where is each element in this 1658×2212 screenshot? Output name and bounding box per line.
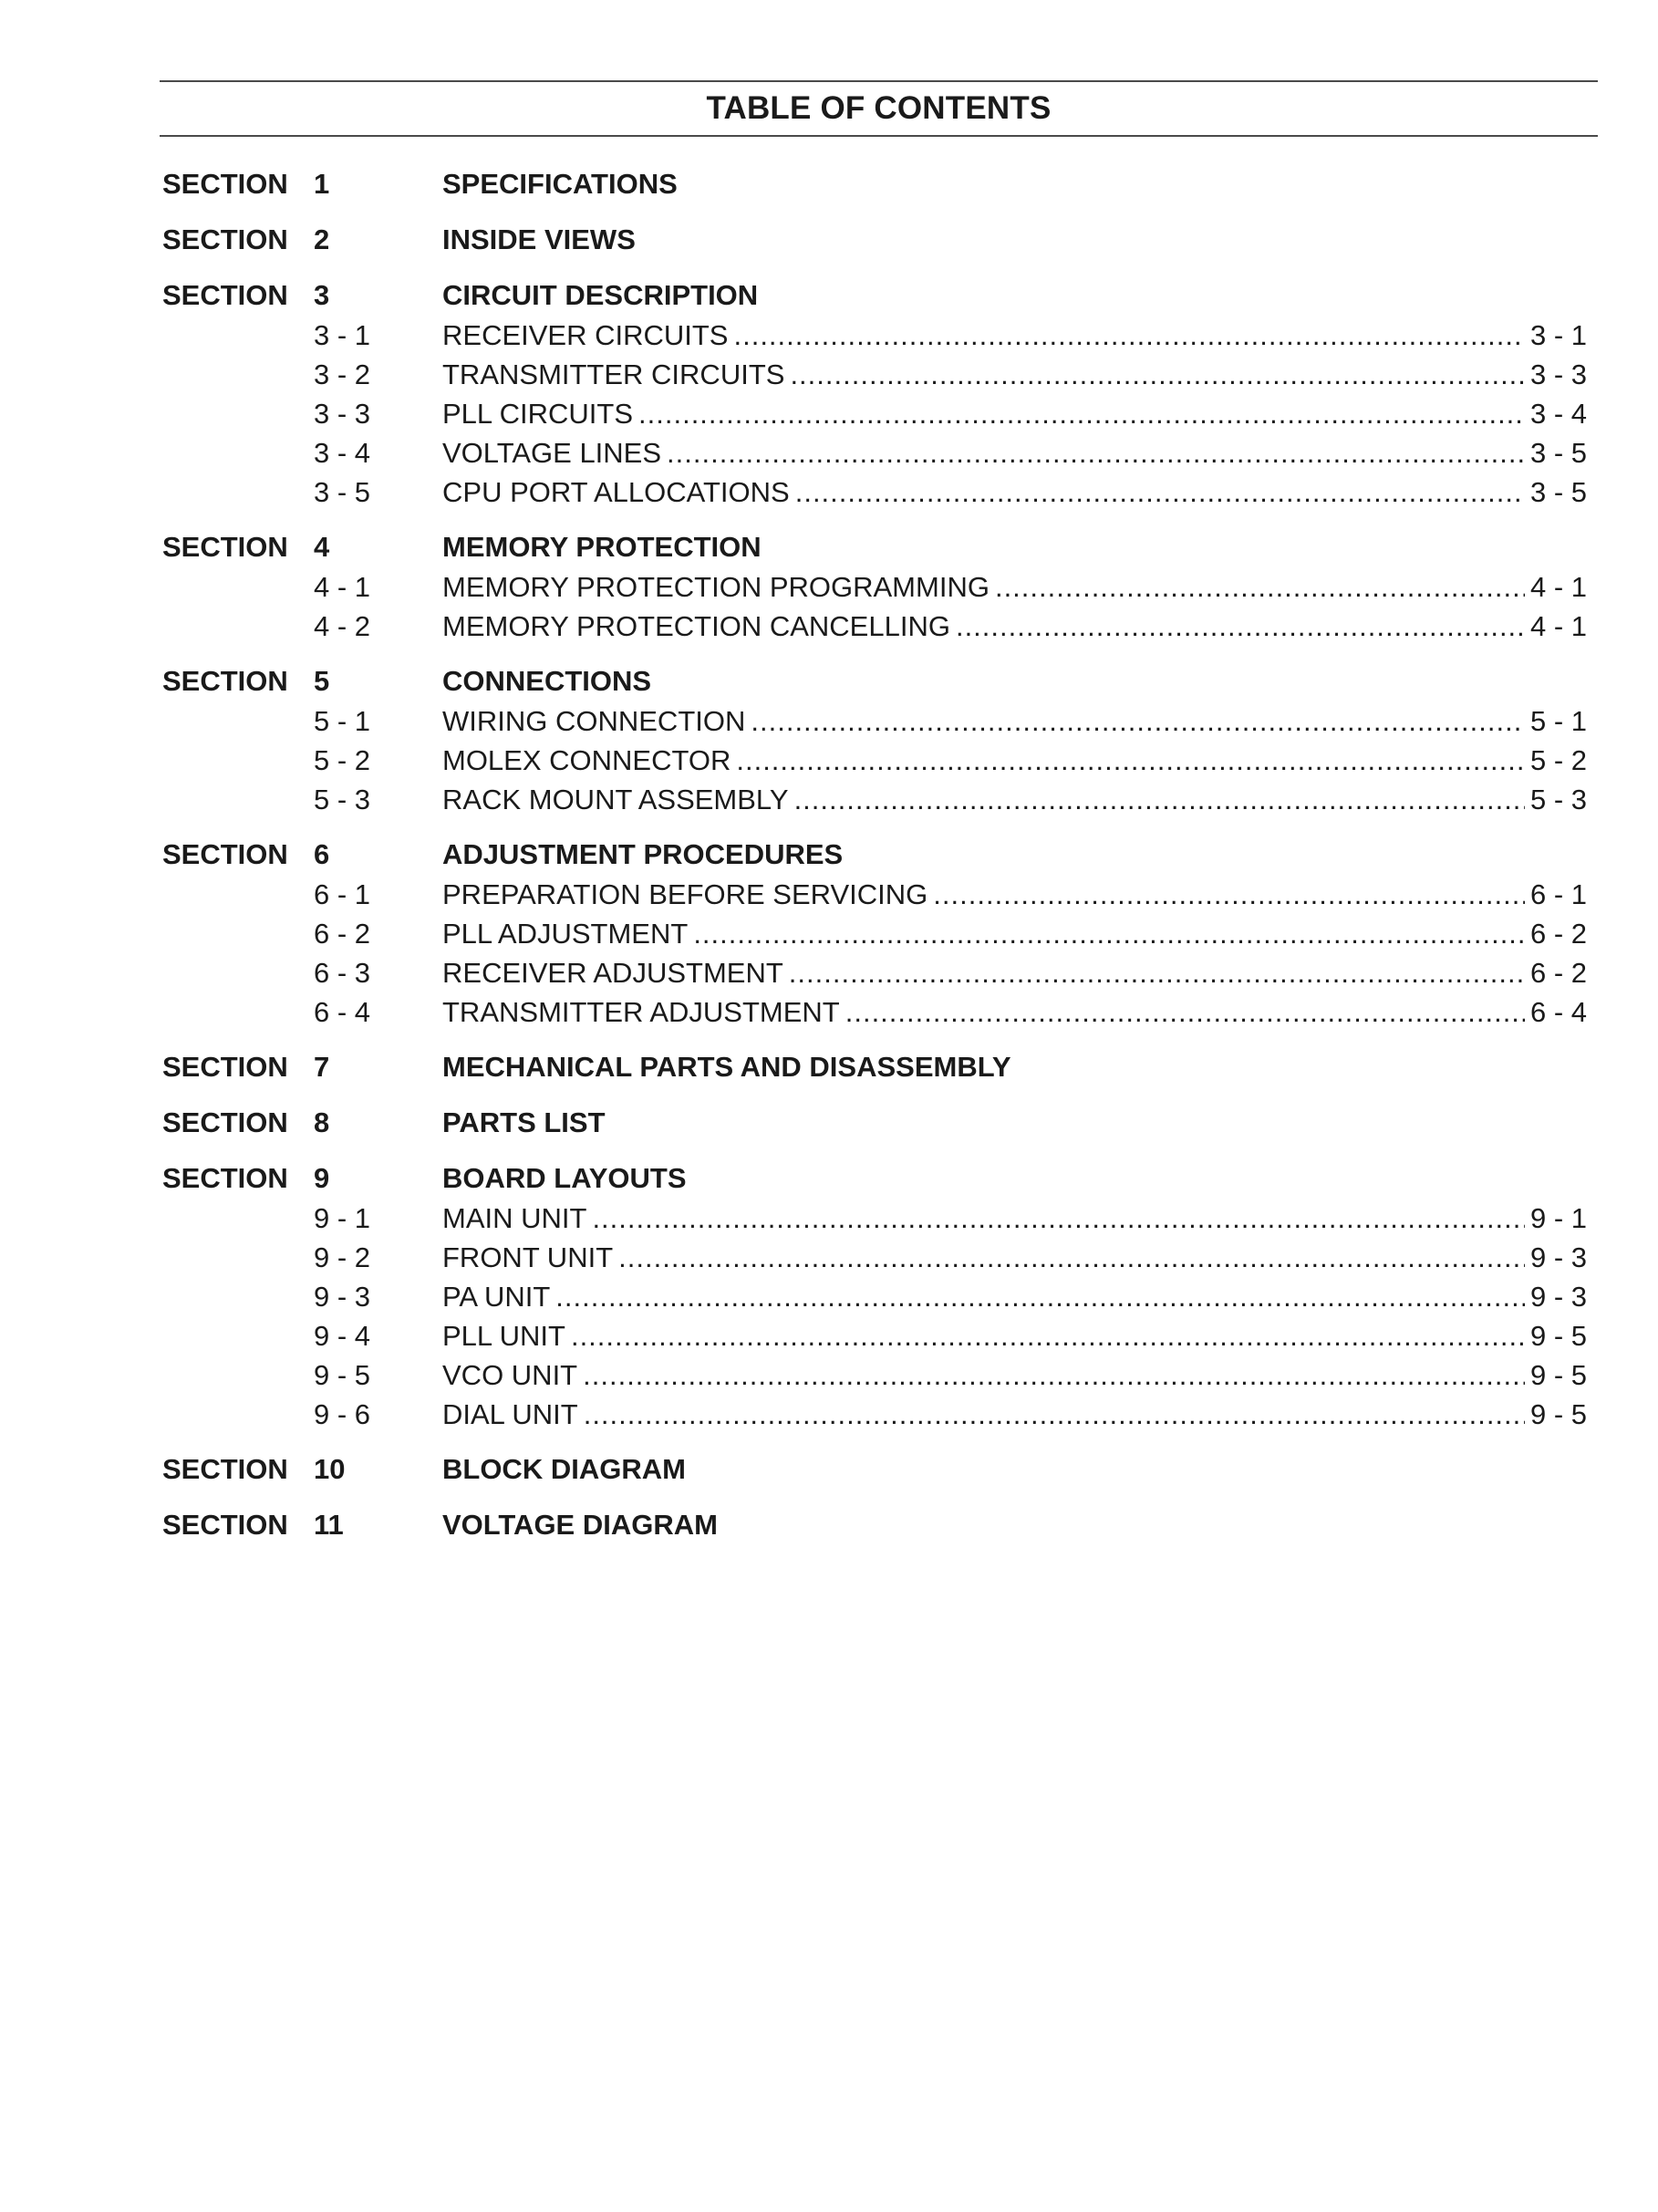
- section-number: 2: [314, 223, 330, 255]
- toc-entry[interactable]: [160, 607, 1598, 646]
- entry-number: 5 - 1: [314, 705, 371, 737]
- page-title: TABLE OF CONTENTS: [706, 90, 1052, 126]
- toc-section: [160, 275, 1598, 512]
- toc-section: [160, 1158, 1598, 1434]
- section-number: 9: [314, 1162, 330, 1194]
- section-title: SPECIFICATIONS: [442, 168, 678, 200]
- dot-leader: [583, 1355, 1525, 1395]
- entry-number: 4 - 2: [314, 610, 371, 642]
- toc-section: [160, 527, 1598, 646]
- section-number: 11: [314, 1509, 344, 1541]
- entry-number: 6 - 1: [314, 878, 371, 910]
- dot-leader: [790, 355, 1525, 394]
- entry-number: 9 - 4: [314, 1320, 371, 1352]
- section-title: BOARD LAYOUTS: [442, 1162, 687, 1194]
- entry-number: 9 - 3: [314, 1281, 371, 1313]
- entry-title: RECEIVER CIRCUITS: [442, 319, 729, 351]
- entry-title: TRANSMITTER ADJUSTMENT: [442, 996, 840, 1028]
- toc-section: [160, 835, 1598, 1032]
- section-title: INSIDE VIEWS: [442, 223, 636, 255]
- toc-entry[interactable]: [160, 1395, 1598, 1434]
- entry-title: DIAL UNIT: [442, 1398, 578, 1430]
- entry-title: MEMORY PROTECTION PROGRAMMING: [442, 571, 990, 603]
- entry-title: PREPARATION BEFORE SERVICING: [442, 878, 928, 910]
- entry-page-number: 9 - 1: [1529, 1202, 1587, 1234]
- toc-section-heading[interactable]: [160, 527, 1598, 567]
- dot-leader: [733, 316, 1524, 355]
- toc-entry[interactable]: [160, 1316, 1598, 1355]
- entry-title: PA UNIT: [442, 1281, 551, 1313]
- toc-section-heading[interactable]: [160, 1103, 1598, 1143]
- dot-leader: [571, 1316, 1525, 1355]
- toc-section-heading[interactable]: [160, 1449, 1598, 1490]
- toc-entry[interactable]: [160, 433, 1598, 473]
- entry-page-number: 3 - 3: [1529, 358, 1587, 390]
- toc-entry[interactable]: [160, 1199, 1598, 1238]
- toc-section-heading[interactable]: [160, 835, 1598, 875]
- toc-section: [160, 220, 1598, 260]
- dot-leader: [592, 1199, 1525, 1238]
- toc-section: [160, 1103, 1598, 1143]
- section-label: SECTION: [162, 665, 288, 697]
- toc-entry[interactable]: [160, 567, 1598, 607]
- section-title: BLOCK DIAGRAM: [442, 1453, 686, 1485]
- toc-entry[interactable]: [160, 780, 1598, 819]
- toc-entry[interactable]: [160, 316, 1598, 355]
- section-title: MEMORY PROTECTION: [442, 531, 762, 563]
- section-label: SECTION: [162, 1162, 288, 1194]
- entry-number: 6 - 3: [314, 957, 371, 989]
- dot-leader: [956, 607, 1525, 646]
- entry-title: VOLTAGE LINES: [442, 437, 662, 469]
- toc-entry[interactable]: [160, 1355, 1598, 1395]
- entry-page-number: 9 - 5: [1529, 1359, 1587, 1391]
- section-label: SECTION: [162, 1051, 288, 1083]
- toc-section: [160, 164, 1598, 204]
- entry-title: MEMORY PROTECTION CANCELLING: [442, 610, 950, 642]
- entry-title: VCO UNIT: [442, 1359, 578, 1391]
- toc-entry[interactable]: [160, 1238, 1598, 1277]
- section-title: MECHANICAL PARTS AND DISASSEMBLY: [442, 1051, 1011, 1083]
- dot-leader: [693, 914, 1525, 953]
- section-label: SECTION: [162, 1453, 288, 1485]
- toc-entry[interactable]: [160, 914, 1598, 953]
- entry-number: 6 - 2: [314, 918, 371, 950]
- entry-page-number: 4 - 1: [1529, 571, 1587, 603]
- toc-entry[interactable]: [160, 875, 1598, 914]
- entry-number: 5 - 2: [314, 744, 371, 776]
- entry-title: MOLEX CONNECTOR: [442, 744, 731, 776]
- dot-leader: [555, 1277, 1525, 1316]
- toc-section: [160, 1505, 1598, 1545]
- entry-number: 9 - 5: [314, 1359, 371, 1391]
- dot-leader: [789, 953, 1525, 992]
- dot-leader: [751, 701, 1525, 741]
- dot-leader: [933, 875, 1525, 914]
- toc-section: [160, 661, 1598, 819]
- toc-section: [160, 1047, 1598, 1087]
- toc-section-heading[interactable]: [160, 1047, 1598, 1087]
- entry-title: FRONT UNIT: [442, 1241, 614, 1273]
- title-rule: [160, 135, 1598, 137]
- page: [160, 80, 1598, 1561]
- entry-number: 5 - 3: [314, 784, 371, 815]
- dot-leader: [618, 1238, 1525, 1277]
- toc-entry[interactable]: [160, 741, 1598, 780]
- dot-leader: [584, 1395, 1525, 1434]
- entry-number: 9 - 6: [314, 1398, 371, 1430]
- entry-title: RECEIVER ADJUSTMENT: [442, 957, 783, 989]
- entry-page-number: 9 - 5: [1529, 1398, 1587, 1430]
- entry-page-number: 9 - 5: [1529, 1320, 1587, 1352]
- toc-entry[interactable]: [160, 394, 1598, 433]
- dot-leader: [995, 567, 1525, 607]
- section-title: CONNECTIONS: [442, 665, 652, 697]
- section-title: VOLTAGE DIAGRAM: [442, 1509, 718, 1541]
- toc-section-heading[interactable]: [160, 275, 1598, 316]
- section-label: SECTION: [162, 531, 288, 563]
- toc-entry[interactable]: [160, 992, 1598, 1032]
- section-title: CIRCUIT DESCRIPTION: [442, 279, 759, 311]
- entry-page-number: 3 - 1: [1529, 319, 1587, 351]
- table-of-contents: [160, 164, 1598, 1545]
- section-label: SECTION: [162, 1509, 288, 1541]
- entry-page-number: 4 - 1: [1529, 610, 1587, 642]
- section-number: 10: [314, 1453, 346, 1485]
- toc-section-heading[interactable]: [160, 661, 1598, 701]
- entry-title: PLL UNIT: [442, 1320, 565, 1352]
- entry-number: 9 - 1: [314, 1202, 371, 1234]
- section-label: SECTION: [162, 279, 288, 311]
- toc-section-heading[interactable]: [160, 1158, 1598, 1199]
- entry-page-number: 5 - 1: [1529, 705, 1587, 737]
- entry-number: 3 - 3: [314, 398, 371, 430]
- entry-page-number: 3 - 5: [1529, 476, 1587, 508]
- dot-leader: [794, 780, 1525, 819]
- toc-entry[interactable]: [160, 701, 1598, 741]
- entry-page-number: 3 - 5: [1529, 437, 1587, 469]
- section-number: 1: [314, 168, 330, 200]
- section-number: 7: [314, 1051, 330, 1083]
- entry-page-number: 6 - 1: [1529, 878, 1587, 910]
- section-label: SECTION: [162, 168, 288, 200]
- section-number: 8: [314, 1106, 330, 1138]
- dot-leader: [667, 433, 1525, 473]
- toc-entry[interactable]: [160, 953, 1598, 992]
- entry-page-number: 9 - 3: [1529, 1281, 1587, 1313]
- toc-entry[interactable]: [160, 1277, 1598, 1316]
- section-title: ADJUSTMENT PROCEDURES: [442, 838, 844, 870]
- entry-title: WIRING CONNECTION: [442, 705, 746, 737]
- toc-entry[interactable]: [160, 355, 1598, 394]
- section-number: 3: [314, 279, 330, 311]
- entry-page-number: 6 - 2: [1529, 918, 1587, 950]
- entry-number: 6 - 4: [314, 996, 371, 1028]
- dot-leader: [845, 992, 1525, 1032]
- entry-page-number: 5 - 3: [1529, 784, 1587, 815]
- toc-section: [160, 1449, 1598, 1490]
- section-label: SECTION: [162, 838, 288, 870]
- entry-number: 3 - 5: [314, 476, 371, 508]
- entry-page-number: 6 - 4: [1529, 996, 1587, 1028]
- entry-page-number: 9 - 3: [1529, 1241, 1587, 1273]
- entry-page-number: 5 - 2: [1529, 744, 1587, 776]
- entry-title: MAIN UNIT: [442, 1202, 587, 1234]
- section-number: 6: [314, 838, 330, 870]
- toc-section-heading[interactable]: [160, 164, 1598, 204]
- dot-leader: [736, 741, 1525, 780]
- entry-title: RACK MOUNT ASSEMBLY: [442, 784, 789, 815]
- entry-number: 3 - 2: [314, 358, 371, 390]
- section-title: PARTS LIST: [442, 1106, 606, 1138]
- entry-title: CPU PORT ALLOCATIONS: [442, 476, 790, 508]
- entry-title: PLL CIRCUITS: [442, 398, 634, 430]
- entry-page-number: 6 - 2: [1529, 957, 1587, 989]
- entry-title: TRANSMITTER CIRCUITS: [442, 358, 785, 390]
- entry-number: 3 - 4: [314, 437, 371, 469]
- dot-leader: [638, 394, 1525, 433]
- toc-section-heading[interactable]: [160, 1505, 1598, 1545]
- section-number: 4: [314, 531, 330, 563]
- section-number: 5: [314, 665, 330, 697]
- toc-section-heading[interactable]: [160, 220, 1598, 260]
- entry-number: 4 - 1: [314, 571, 371, 603]
- entry-page-number: 3 - 4: [1529, 398, 1587, 430]
- section-label: SECTION: [162, 1106, 288, 1138]
- entry-number: 3 - 1: [314, 319, 371, 351]
- entry-number: 9 - 2: [314, 1241, 371, 1273]
- toc-entry[interactable]: [160, 473, 1598, 512]
- section-label: SECTION: [162, 223, 288, 255]
- dot-leader: [795, 473, 1525, 512]
- entry-title: PLL ADJUSTMENT: [442, 918, 689, 950]
